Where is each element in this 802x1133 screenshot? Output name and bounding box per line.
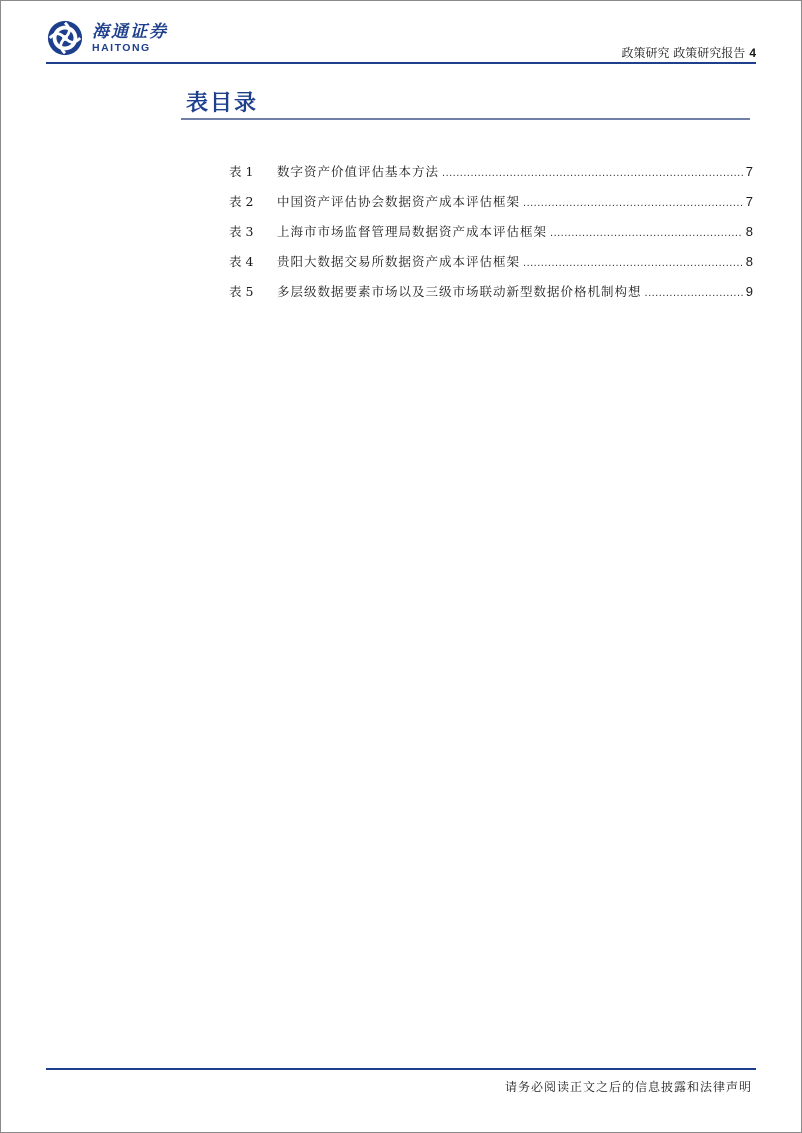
toc-dot-leader [523,197,743,209]
toc-dot-leader [442,167,743,179]
toc-entry-number: 表 1 [229,164,254,179]
haitong-logo-icon [46,19,84,57]
toc-entry-page: 9 [745,284,753,299]
toc-entry-number: 表 5 [229,284,254,299]
toc-entry-page: 8 [745,254,753,269]
toc-title-rule [181,118,750,120]
toc-entry[interactable] [229,192,753,222]
toc-entry-number: 表 4 [229,254,254,269]
toc-dot-leader [645,287,743,299]
toc-entry-number: 表 3 [229,224,254,239]
toc-entry-title: 上海市市场监督管理局数据资产成本评估框架 [277,224,548,239]
toc-entry[interactable] [229,282,753,312]
header-section-label [621,44,756,61]
header-rule [46,62,756,64]
logo-english-name: HAITONG [92,41,151,54]
toc-entry-number: 表 2 [229,194,254,209]
logo-chinese-name: 海通证券 [92,21,168,42]
toc-dot-leader [523,257,743,269]
page-number: 4 [749,46,756,60]
toc-entry-title: 多层级数据要素市场以及三级市场联动新型数据价格机制构想 [277,284,642,299]
toc-entry[interactable] [229,252,753,282]
toc-entry-page: 8 [745,224,753,239]
section-label: 政策研究 政策研究报告 [621,46,746,60]
toc-entry-page: 7 [745,194,753,209]
toc-dot-leader [550,227,743,239]
toc-entry[interactable] [229,222,753,252]
toc-entry-page: 7 [745,164,753,179]
toc-entry[interactable] [229,162,753,192]
toc-entry-title: 中国资产评估协会数据资产成本评估框架 [277,194,521,209]
toc-entry-title: 贵阳大数据交易所数据资产成本评估框架 [277,254,521,269]
haitong-logo [46,19,168,57]
footer-rule [46,1068,756,1070]
toc-entry-title: 数字资产价值评估基本方法 [277,164,440,179]
toc-title: 表目录 [186,90,259,116]
toc-list [229,162,753,312]
footer-disclaimer: 请务必阅读正文之后的信息披露和法律声明 [504,1080,752,1094]
